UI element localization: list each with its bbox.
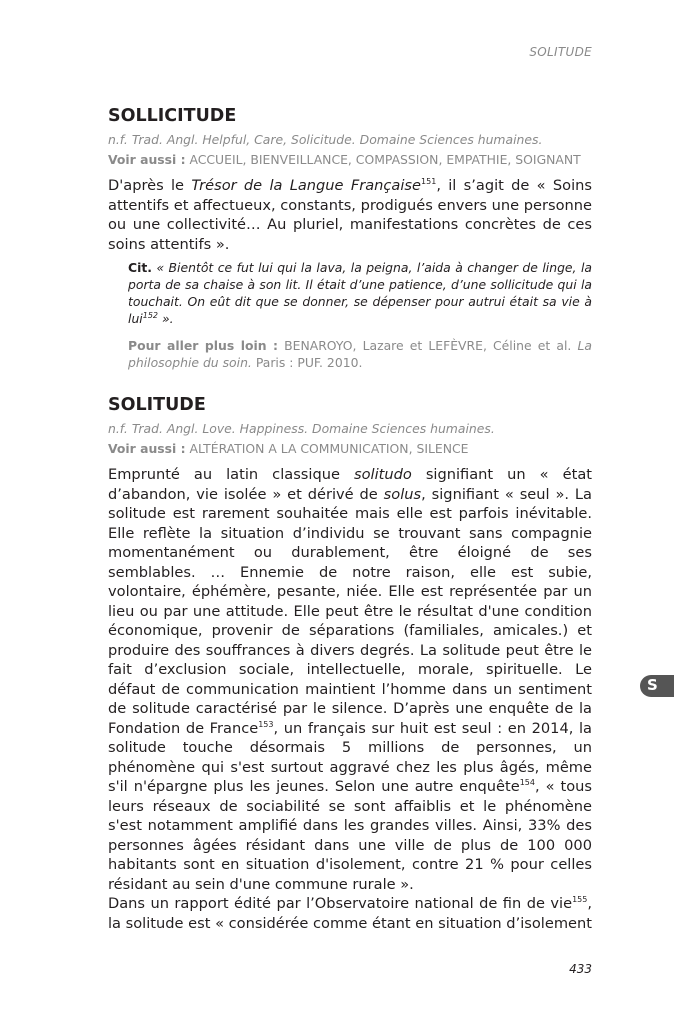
see-also — [108, 439, 592, 459]
italic-title: Trésor de la Langue Française — [191, 177, 422, 194]
footnote-ref: 153 — [258, 719, 274, 729]
entry-sollicitude — [108, 104, 592, 371]
text-run: , « tous leurs réseaux de sociabilité se sont affaiblis et le phénomène s'est notamment amplifié dans les grandes villes. Ainsi, 33% des personnes âgées résidant dans une ville de plus de 100 000 habitants sont en situation d'isolement, contre 21 % pour celles résidant au sein d'une commune rurale ». — [108, 778, 592, 893]
see-also-list: ALTÉRATION A LA COMMUNICATION, SILENCE — [189, 441, 469, 456]
entry-solitude — [108, 393, 592, 933]
see-also-label: Voir aussi : — [108, 152, 186, 167]
text-run: , signifiant « seul ». La solitude est rarement souhaitée mais elle est parfois inévitable. Elle reflète la situation d’individu se trouvant sans compagnie momentanément ou durablement, être éloigné de ses semblables. … Ennemie de notre raison, elle est subie, volontaire, éphémère, pesante, niée. Elle est représentée par un lieu ou par une attitude. Elle peut être le résultat d'une condition économique, provenir de séparations (familiales, amicales.) et produire des souffrances à divers degrés. La solitude peut être le fait d’exclusion sociale, intellectuelle, morale, spirituelle. Le défaut de communication maintient l’homme dans un sentiment de solitude caractérisé par le silence. D’après une enquête de la Fondation de France — [108, 485, 593, 737]
text-run: ». — [158, 311, 174, 326]
footnote-ref: 152 — [142, 310, 159, 320]
text-run: Dans un rapport édité par l’Observatoire national de fin de vie — [108, 895, 573, 912]
italic-term: solitudo — [353, 466, 412, 483]
see-also-list: ACCUEIL, BIENVEILLANCE, COMPASSION, EMPATHIE, SOIGNANT — [189, 152, 581, 167]
citation — [128, 259, 592, 327]
entry-title: SOLLICITUDE — [108, 106, 237, 126]
footnote-ref: 154 — [519, 778, 535, 788]
further-reading-label: Pour aller plus loin : — [128, 338, 278, 353]
citation-text: « Bientôt ce fut lui qui la lava, la peigna, l’aida à changer de linge, la porta de sa chaise à son lit. Il était d’une patience, d’une sollicitude qui la touchait. On eût dit que se donner, se dépenser pour autrui était sa vie à lui — [128, 260, 592, 326]
thumb-tab-letter: S — [647, 676, 658, 694]
footnote-ref: 151 — [421, 177, 437, 187]
further-reading-authors: BENAROYO, Lazare et LEFÈVRE, Céline et al. — [284, 338, 572, 353]
body-paragraph — [108, 465, 592, 894]
see-also-label: Voir aussi : — [108, 441, 186, 456]
further-reading-publisher: Paris : PUF. 2010. — [255, 355, 363, 370]
entry-meta: n.f. Trad. Angl. Love. Happiness. Domaine Sciences humaines. — [108, 421, 495, 436]
running-head: SOLITUDE — [529, 45, 592, 59]
section-thumb-tab — [640, 675, 674, 697]
text-run: , un français sur huit est seul : en 2014, la solitude touche désormais 5 millions de personnes, un phénomène qui s'est surtout aggravé chez les plus âgés, même s'il n'épargne plus les jeunes. Selon une autre enquête — [108, 719, 592, 795]
further-reading — [128, 337, 592, 371]
text-run: Emprunté au latin classique — [108, 466, 354, 483]
page-content — [108, 104, 592, 933]
text-run: , la solitude est « considérée comme étant en situation d’isolement — [108, 895, 592, 932]
text-run: , il s’agit de « Soins attentifs et affectueux, constants, prodigués envers une personne ou une collectivité… Au pluriel, manifestations concrètes de ces soins attentifs ». — [108, 177, 592, 253]
text-run: signifiant un « état d’abandon, vie isolée » et dérivé de — [108, 466, 593, 503]
page-number: 433 — [569, 962, 592, 976]
further-reading-title: La philosophie du soin. — [128, 338, 592, 370]
text-run: D'après le — [108, 177, 192, 194]
citation-label: Cit. — [128, 260, 152, 275]
footnote-ref: 155 — [572, 895, 588, 905]
see-also — [108, 150, 592, 170]
entry-meta: n.f. Trad. Angl. Helpful, Care, Solicitude. Domaine Sciences humaines. — [108, 132, 543, 147]
body-paragraph — [108, 894, 592, 933]
definition-paragraph — [108, 176, 592, 254]
entry-title: SOLITUDE — [108, 395, 206, 415]
italic-term: solus — [383, 485, 422, 503]
